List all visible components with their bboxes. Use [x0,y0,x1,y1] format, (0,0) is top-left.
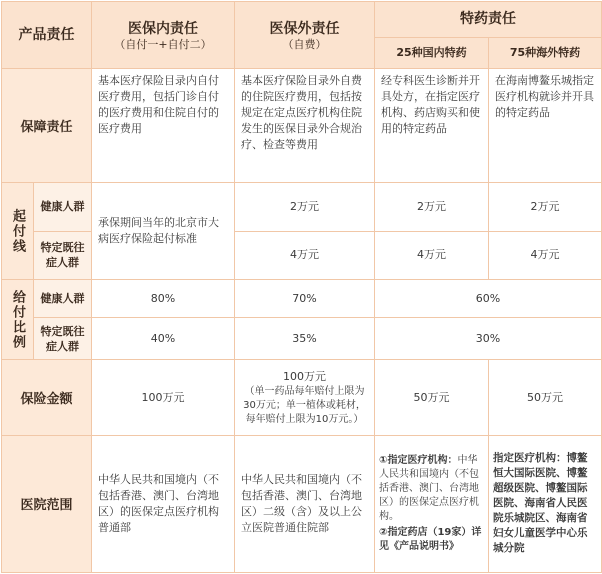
coverage-col4: 在海南博鳌乐城指定医疗机构就诊并开具的特定药品 [489,69,602,183]
coverage-col1: 基本医疗保险目录内自付医疗费用，包括门诊自付的医疗费用和住院自付的医疗费用 [92,69,235,183]
amount-col2-note: （单一药品每年赔付上限为30万元；单一植体或耗材，每年赔付上限为10万元。） [243,385,366,425]
amount-col3: 50万元 [375,360,489,436]
amount-col1: 100万元 [92,360,235,436]
ratio-pre-label: 特定既往症人群 [34,318,92,360]
deductible-col2-healthy: 2万元 [235,183,375,231]
header-col1-sub: （自付一+自付二） [114,38,212,52]
hospital-col3-title: ①指定医疗机构： [379,454,458,466]
label-ratio [2,280,34,360]
hospital-col4 [489,435,602,572]
amount-col2 [235,360,375,436]
hospital-col3-body: 中华人民共和国境内（不包括香港、澳门、台湾地区）的医保定点医疗机构。 [379,454,479,522]
label-deductible-text: 起付线 [10,208,25,254]
hospital-col3 [375,435,489,572]
deductible-col4-healthy: 2万元 [489,183,602,231]
row-amount [2,360,602,436]
header-product-resp: 产品责任 [2,2,92,69]
hospital-col4-title: 指定医疗机构： [493,452,567,465]
deductible-col3-healthy: 2万元 [375,183,489,231]
hospital-col3-pharmacy: ②指定药店（19家）详见《产品说明书》 [379,526,482,552]
ratio-col2-pre: 35% [235,318,375,360]
label-deductible [2,183,34,280]
header-col2-title: 医保外责任 [269,21,340,38]
hospital-col2: 中华人民共和国境内（不包括香港、澳门、台湾地区）二级（含）及以上公立医院普通住院部 [235,435,375,572]
header-col2-sub: （自费） [282,38,327,52]
hospital-col1: 中华人民共和国境内（不包括香港、澳门、台湾地区）的医保定点医疗机构普通部 [92,435,235,572]
label-ratio-text: 给付比例 [10,289,25,350]
deductible-col2-pre: 4万元 [235,231,375,279]
coverage-col2: 基本医疗保险目录外自费的住院医疗费用，包括按规定在定点医疗机构住院发生的医保目录外合规治疗、检查等费用 [235,69,375,183]
row-coverage [2,69,602,183]
label-amount: 保险金额 [2,360,92,436]
header-col3b: 75种海外特药 [489,37,602,69]
ratio-col1-pre: 40% [92,318,235,360]
ratio-col34-healthy: 60% [375,280,602,318]
row-ratio-pre [2,318,602,360]
header-col2 [235,2,375,69]
ratio-col1-healthy: 80% [92,280,235,318]
header-col1 [92,2,235,69]
amount-col2-main: 100万元 [283,369,326,383]
coverage-col3: 经专科医生诊断并开具处方，在指定医疗机构、药店购买和使用的特定药品 [375,69,489,183]
row-deductible-healthy [2,183,602,231]
ratio-col2-healthy: 70% [235,280,375,318]
header-col3a: 25种国内特药 [375,37,489,69]
deductible-col3-pre: 4万元 [375,231,489,279]
label-coverage: 保障责任 [2,69,92,183]
ratio-col34-pre: 30% [375,318,602,360]
row-ratio-healthy [2,280,602,318]
deductible-col4-pre: 4万元 [489,231,602,279]
row-hospital [2,435,602,572]
ratio-healthy-label: 健康人群 [34,280,92,318]
hospital-col4-body: 博鳌恒大国际医院、博鳌超级医院、博鳌国际医院、海南省人民医院乐城院区、海南省妇女儿童医学中心乐城分院 [493,452,588,555]
benefits-table [1,1,602,573]
deductible-col1: 承保期间当年的北京市大病医疗保险起付标准 [92,183,235,280]
deductible-healthy-label: 健康人群 [34,183,92,231]
header-col3-title: 特药责任 [375,2,602,38]
deductible-pre-label: 特定既往症人群 [34,231,92,279]
amount-col4: 50万元 [489,360,602,436]
header-row-1 [2,2,602,38]
label-hospital: 医院范围 [2,435,92,572]
header-col1-title: 医保内责任 [128,21,198,38]
